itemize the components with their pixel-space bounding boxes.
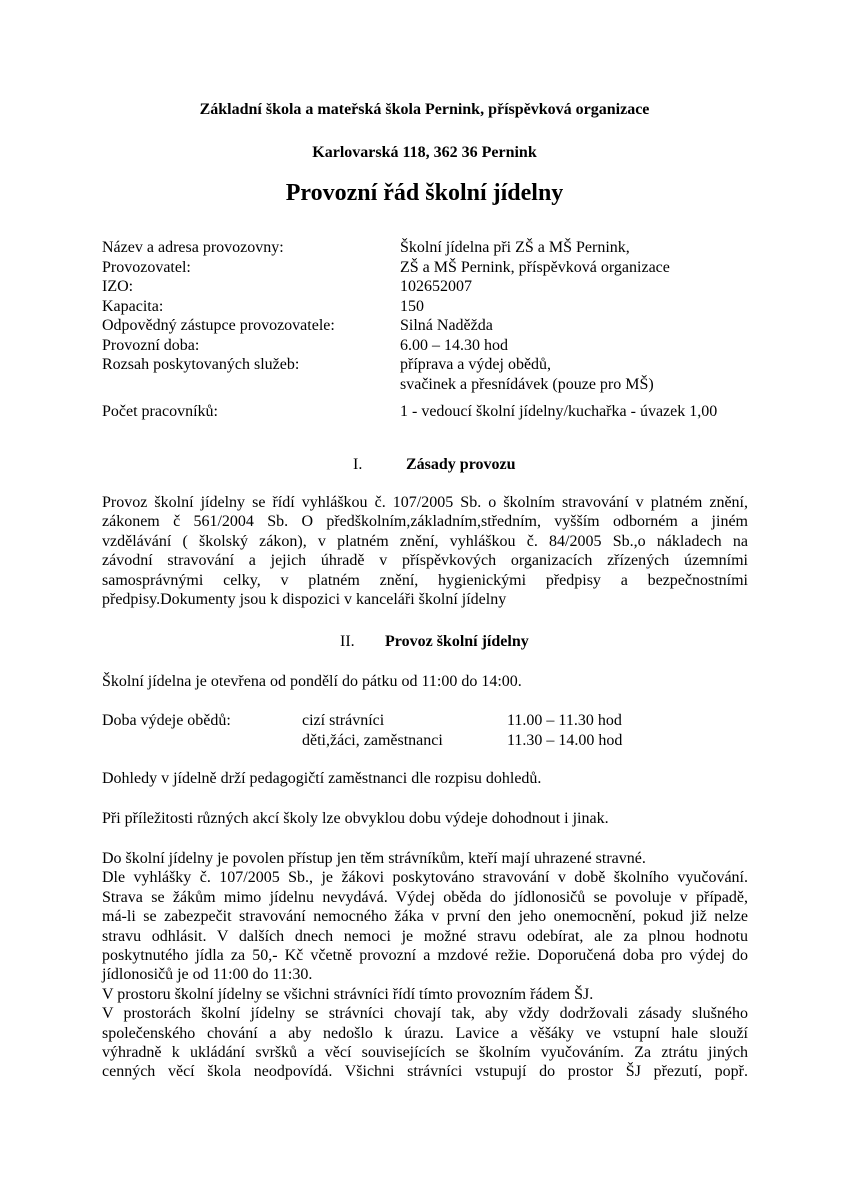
serving-label: Doba výdeje obědů: (102, 712, 231, 729)
facility-info-table (102, 238, 762, 422)
text-line: V prostorách školní jídelny se strávníci chovají tak, aby vždy dodržovali zásady slušného (102, 1005, 748, 1023)
text-line: zákonem č 561/2004 Sb. O předškolním,základním,středním, vyšším odborném a jiném (102, 513, 748, 531)
text-line: cenných věcí škola neodpovídá. Všichni strávníci vstupují do prostor ŠJ přezutí, popř. (102, 1063, 748, 1081)
info-value: 102652007 (400, 278, 472, 295)
section-title: Provoz školní jídelny (385, 633, 529, 650)
text-line: výhradně k ukládání svršků a věcí souvisejících se školním vyučováním. Za ztrátu jiných (102, 1044, 748, 1062)
text-line: stravu odhlásit. V dalších dnech nemoci je možné stravu odebírat, ale za plnou hodnotu (102, 927, 748, 945)
info-row (102, 316, 762, 336)
info-row (102, 336, 762, 356)
text-line: samosprávnými celky, v platném znění, hygienickými předpisy a bezpečnostními (102, 571, 748, 589)
section-number: II. (340, 633, 355, 650)
info-row (102, 375, 762, 395)
organization-name: Základní škola a mateřská škola Pernink, příspěvková organizace (199, 101, 650, 118)
info-row (102, 258, 762, 278)
info-value: 1 - vedoucí školní jídelny/kuchařka - úvazek 1,00 (400, 403, 718, 420)
serving-time: 11.00 – 11.30 hod (507, 712, 622, 729)
document-title: Provozní řád školní jídelny (285, 180, 564, 206)
serving-time: 11.30 – 14.00 hod (507, 732, 623, 749)
info-label: Odpovědný zástupce provozovatele: (102, 317, 335, 334)
text-line: předpisy.Dokumenty jsou k dispozici v kanceláři školní jídelny (102, 591, 507, 609)
section-number: I. (353, 456, 363, 473)
events-text: Při příležitosti různých akcí školy lze obvyklou dobu výdeje dohodnout i jinak. (102, 810, 609, 827)
info-row (102, 297, 762, 317)
serving-times-table (102, 711, 662, 751)
info-label (102, 375, 400, 395)
serving-row (102, 711, 662, 731)
access-paragraph (102, 849, 748, 1082)
info-value: Silná Naděžda (400, 317, 493, 334)
opening-hours-text: Školní jídelna je otevřena od pondělí do pátku od 11:00 do 14:00. (102, 673, 522, 690)
info-value: Školní jídelna při ZŠ a MŠ Pernink, (400, 239, 630, 256)
info-value: příprava a výdej obědů, (400, 356, 552, 373)
info-label: Rozsah poskytovaných služeb: (102, 356, 300, 373)
text-line: jídlonosičů je od 11:00 do 11:30. (102, 966, 313, 984)
info-value: 150 (400, 297, 424, 315)
text-line: vzdělávání ( školský zákon), v platném znění, vyhláškou č. 84/2005 Sb.,o nákladech na (102, 532, 748, 550)
organization-address: Karlovarská 118, 362 36 Pernink (312, 144, 537, 161)
info-label: Provozní doba: (102, 336, 200, 354)
serving-who: děti,žáci, zaměstnanci (302, 732, 443, 749)
serving-label-empty (102, 731, 302, 751)
serving-who: cizí strávníci (302, 712, 385, 729)
section-title: Zásady provozu (406, 456, 516, 473)
info-row (102, 238, 762, 258)
supervision-text: Dohledy v jídelně drží pedagogičtí zaměstnanci dle rozpisu dohledů. (102, 770, 542, 787)
info-label: Počet pracovníků: (102, 403, 218, 420)
info-label: Název a adresa provozovny: (102, 239, 284, 256)
text-line: má-li se zabezpečit stravování nemocného žáka v první den jeho onemocnění, pokud již nelze (102, 908, 748, 926)
text-line: poskytnutého jídla za 50,- Kč včetně provozní a mzdové režie. Doporučená doba pro výdej do (102, 947, 748, 965)
info-row (102, 277, 762, 297)
info-label: Provozovatel: (102, 258, 191, 276)
section-1-paragraph (102, 493, 748, 609)
info-row (102, 355, 762, 375)
text-line: Provoz školní jídelny se řídí vyhláškou č. 107/2005 Sb. o školním stravování v platném znění, (102, 494, 748, 511)
serving-row (102, 731, 662, 751)
text-line: Strava se žákům mimo jídelnu nevydává. Výdej oběda do jídlonosičů se povoluje v případě, (102, 888, 748, 906)
info-label: Kapacita: (102, 297, 164, 315)
info-value: 6.00 – 14.30 hod (400, 336, 508, 354)
text-line: společenského chování a aby nedošlo k úrazu. Lavice a věšáky ve vstupní hale slouží (102, 1024, 748, 1042)
text-line: V prostoru školní jídelny se všichni strávníci řídí tímto provozním řádem ŠJ. (102, 985, 594, 1003)
info-value: svačinek a přesnídávek (pouze pro MŠ) (400, 375, 654, 393)
info-value: ZŠ a MŠ Pernink, příspěvková organizace (400, 258, 670, 276)
text-line: Do školní jídelny je povolen přístup jen těm strávníkům, kteří mají uhrazené stravné. (102, 850, 646, 867)
info-label: IZO: (102, 278, 134, 295)
text-line: Dle vyhlášky č. 107/2005 Sb., je žákovi poskytováno stravování v době školního vyučování. (102, 869, 748, 887)
info-row (102, 402, 762, 422)
text-line: závodní stravování a jejich úhradě v příspěvkových organizacích zřízených územními (102, 552, 748, 570)
